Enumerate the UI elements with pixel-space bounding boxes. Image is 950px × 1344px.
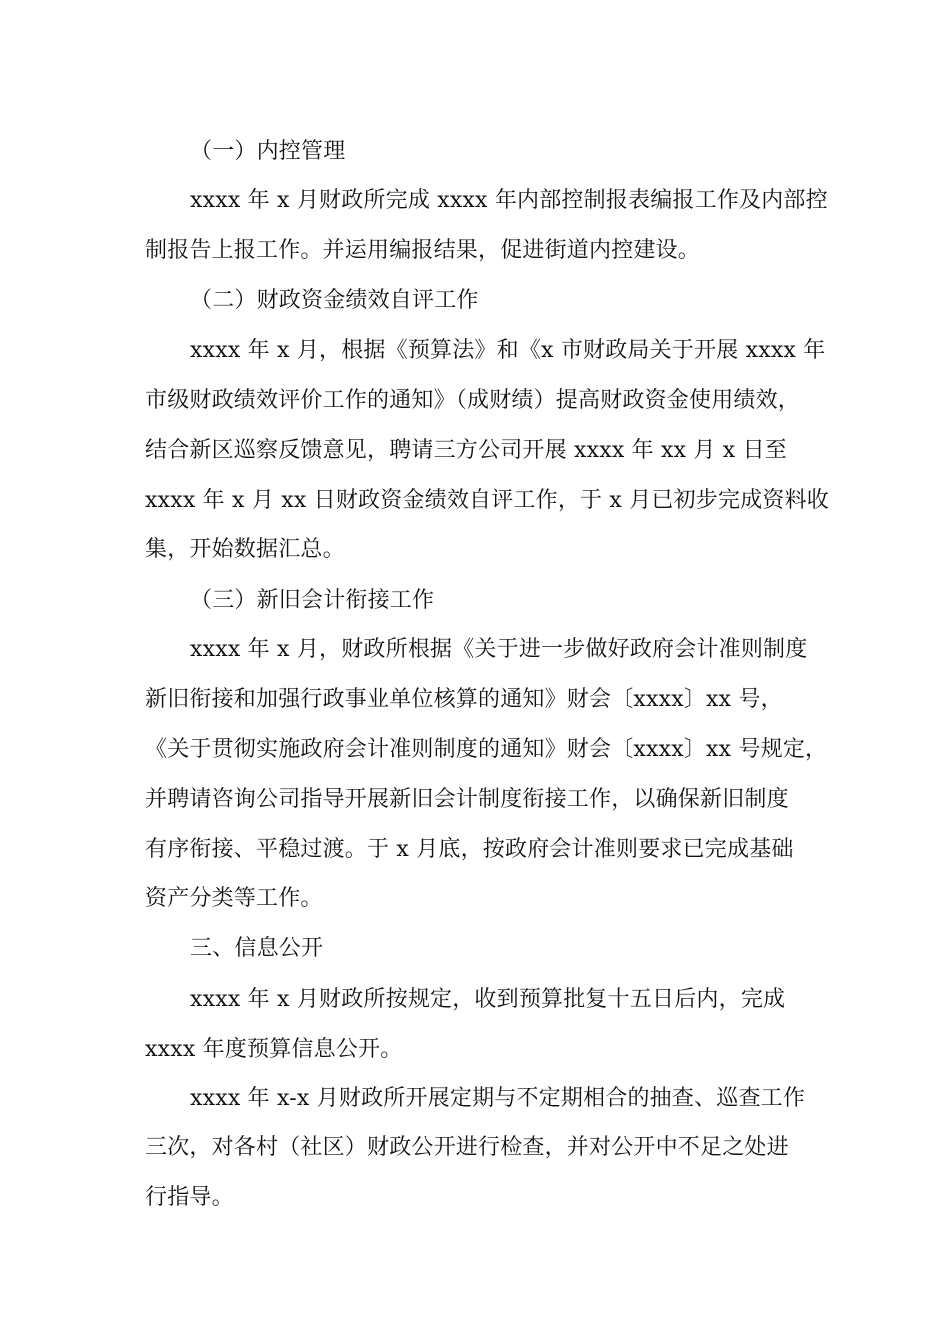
paragraph-line: xxxx 年 x 月财政所按规定，收到预算批复十五日后内，完成 xyxy=(190,987,786,1012)
paragraph-line: 资产分类等工作。 xyxy=(145,886,323,911)
section-heading-internal-control: （一）内控管理 xyxy=(190,139,346,164)
paragraph-line: 制报告上报工作。并运用编报结果，促进街道内控建设。 xyxy=(145,238,701,263)
paragraph-line: xxxx 年 x 月，根据《预算法》和《x 市财政局关于开展 xxxx 年 xyxy=(190,338,826,363)
paragraph-line: 并聘请咨询公司指导开展新旧会计制度衔接工作，以确保新旧制度 xyxy=(145,787,789,812)
paragraph-line: 行指导。 xyxy=(145,1185,234,1210)
paragraph-line: xxxx 年 x 月，财政所根据《关于进一步做好政府会计准则制度 xyxy=(190,637,808,662)
paragraph-line: xxxx 年 x 月财政所完成 xxxx 年内部控制报表编报工作及内部控 xyxy=(190,188,828,213)
paragraph-line: 三次，对各村（社区）财政公开进行检查，并对公开中不足之处进 xyxy=(145,1135,789,1160)
paragraph-line: 结合新区巡察反馈意见，聘请三方公司开展 xxxx 年 xx 月 x 日至 xyxy=(145,438,788,463)
paragraph-line: xxxx 年 x 月 xx 日财政资金绩效自评工作，于 x 月已初步完成资料收 xyxy=(145,488,830,513)
paragraph-line: 《关于贯彻实施政府会计准则制度的通知》财会〔xxxx〕xx 号规定， xyxy=(145,737,828,762)
paragraph-line: 市级财政绩效评价工作的通知》（成财绩）提高财政资金使用绩效， xyxy=(145,388,801,413)
paragraph-line: xxxx 年 x-x 月财政所开展定期与不定期相合的抽查、巡查工作 xyxy=(190,1086,806,1111)
section-heading-performance-evaluation: （二）财政资金绩效自评工作 xyxy=(190,288,479,313)
section-heading-information-disclosure: 三、信息公开 xyxy=(190,936,324,961)
section-heading-accounting-transition: （三）新旧会计衔接工作 xyxy=(190,588,435,613)
paragraph-line: 集，开始数据汇总。 xyxy=(145,537,345,562)
paragraph-line: xxxx 年度预算信息公开。 xyxy=(145,1037,403,1062)
paragraph-line: 有序衔接、平稳过渡。于 x 月底，按政府会计准则要求已完成基础 xyxy=(145,837,794,862)
paragraph-line: 新旧衔接和加强行政事业单位核算的通知》财会〔xxxx〕xx 号， xyxy=(145,687,783,712)
